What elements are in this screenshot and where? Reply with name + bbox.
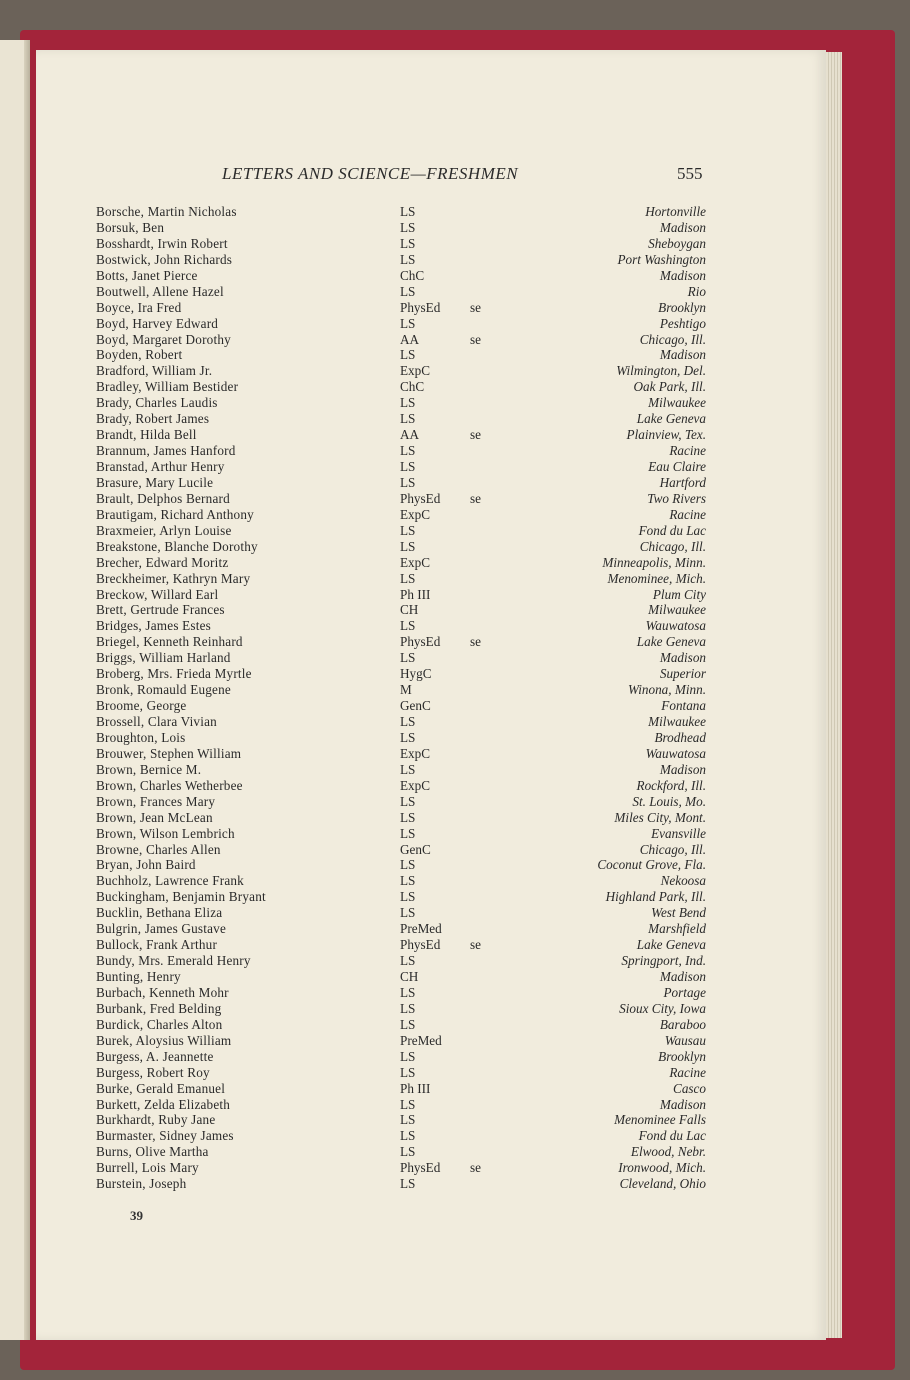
- student-name: Burgess, A. Jeannette: [96, 1048, 214, 1064]
- list-item: [36, 953, 826, 969]
- hometown: Chicago, Ill.: [639, 331, 706, 347]
- list-item: [36, 602, 826, 618]
- course-code: AA: [400, 331, 420, 347]
- hometown: Springport, Ind.: [621, 953, 706, 969]
- hometown: Fond du Lac: [638, 522, 706, 538]
- course-code: LS: [400, 650, 416, 666]
- course-code: LS: [400, 1000, 416, 1016]
- student-name: Bostwick, John Richards: [96, 251, 233, 267]
- hometown: Coconut Grove, Fla.: [597, 857, 706, 873]
- list-item: [36, 1097, 826, 1113]
- student-name: Bryan, John Baird: [96, 857, 196, 873]
- list-item: [36, 300, 826, 316]
- student-name: Briggs, William Harland: [96, 650, 231, 666]
- list-item: [36, 411, 826, 427]
- course-code: LS: [400, 1016, 416, 1032]
- student-name: Breckheimer, Kathryn Mary: [96, 570, 251, 586]
- hometown: Plainview, Tex.: [626, 427, 706, 443]
- list-item: [36, 937, 826, 953]
- header-title: LETTERS AND SCIENCE—FRESHMEN: [222, 164, 519, 183]
- student-name: Broberg, Mrs. Frieda Myrtle: [96, 666, 252, 682]
- course-code: LS: [400, 411, 416, 427]
- course-code: PhysEd: [400, 634, 441, 650]
- student-name: Burdick, Charles Alton: [96, 1016, 223, 1032]
- list-item: [36, 1128, 826, 1144]
- course-code: LS: [400, 714, 416, 729]
- course-code: GenC: [400, 698, 431, 714]
- book-page: [36, 50, 826, 1340]
- student-name: Brown, Wilson Lembrich: [96, 825, 235, 841]
- hometown: Peshtigo: [659, 315, 706, 331]
- hometown: Superior: [659, 666, 706, 682]
- hometown: Wilmington, Del.: [616, 363, 706, 379]
- list-item: [36, 1112, 826, 1128]
- list-item: [36, 1176, 826, 1192]
- list-item: [36, 666, 826, 682]
- list-item: [36, 204, 826, 220]
- hometown: Eau Claire: [648, 459, 706, 474]
- hometown: Winona, Minn.: [627, 682, 706, 698]
- course-code: LS: [400, 1096, 416, 1112]
- hometown: Hortonville: [645, 204, 706, 219]
- course-code: LS: [400, 729, 416, 745]
- list-item: [36, 618, 826, 634]
- student-name: Brautigam, Richard Anthony: [96, 506, 254, 522]
- list-item: [36, 284, 826, 300]
- list-item: [36, 810, 826, 826]
- student-name: Buchholz, Lawrence Frank: [96, 873, 244, 889]
- hometown: Fontana: [661, 698, 706, 714]
- hometown: Wauwatosa: [645, 618, 706, 634]
- course-code: CH: [400, 602, 419, 618]
- list-item: [36, 491, 826, 507]
- list-item: [36, 857, 826, 873]
- hometown: Brooklyn: [658, 299, 706, 315]
- session-note: se: [470, 299, 481, 315]
- student-name: Bronk, Romauld Eugene: [96, 682, 231, 698]
- list-item: [36, 523, 826, 539]
- student-name: Breakstone, Blanche Dorothy: [96, 538, 258, 554]
- hometown: Menominee, Mich.: [607, 570, 706, 586]
- hometown: Lake Geneva: [636, 411, 706, 427]
- course-code: PreMed: [400, 921, 442, 937]
- list-item: [36, 762, 826, 778]
- course-code: LS: [400, 984, 416, 1000]
- list-item: [36, 443, 826, 459]
- hometown: Madison: [659, 969, 706, 984]
- page-number: 555: [677, 164, 703, 183]
- list-item: [36, 1144, 826, 1160]
- course-code: ExpC: [400, 506, 431, 522]
- hometown: Milwaukee: [648, 602, 706, 618]
- student-name: Brandt, Hilda Bell: [96, 427, 197, 443]
- hometown: Rockford, Ill.: [636, 777, 706, 793]
- course-code: ExpC: [400, 745, 431, 761]
- course-code: PhysEd: [400, 1160, 441, 1176]
- list-item: [36, 252, 826, 268]
- student-name: Bulgrin, James Gustave: [96, 921, 227, 937]
- hometown: Miles City, Mont.: [614, 809, 706, 825]
- hometown: Oak Park, Ill.: [633, 379, 706, 395]
- hometown: St. Louis, Mo.: [632, 793, 706, 809]
- student-name: Brown, Jean McLean: [96, 809, 213, 825]
- course-code: LS: [400, 793, 416, 809]
- course-code: M: [400, 682, 412, 698]
- student-name: Burmaster, Sidney James: [96, 1128, 234, 1144]
- student-name: Brault, Delphos Bernard: [96, 490, 230, 506]
- student-name: Burkhardt, Ruby Jane: [96, 1112, 216, 1128]
- list-item: [36, 921, 826, 937]
- course-code: PhysEd: [400, 299, 441, 315]
- session-note: se: [470, 427, 481, 443]
- student-name: Bradford, William Jr.: [96, 363, 213, 379]
- student-name: Brouwer, Stephen William: [96, 745, 242, 761]
- student-name: Brett, Gertrude Frances: [96, 602, 225, 618]
- list-item: [36, 1081, 826, 1097]
- list-item: [36, 905, 826, 921]
- course-code: LS: [400, 1064, 416, 1080]
- list-item: [36, 555, 826, 571]
- hometown: Fond du Lac: [638, 1128, 706, 1144]
- list-item: [36, 507, 826, 523]
- hometown: Cleveland, Ohio: [619, 1176, 706, 1192]
- course-code: LS: [400, 474, 416, 490]
- hometown: Racine: [669, 1064, 706, 1080]
- student-name: Brossell, Clara Vivian: [96, 714, 217, 729]
- list-item: [36, 587, 826, 603]
- hometown: Highland Park, Ill.: [605, 889, 706, 905]
- student-name: Burek, Aloysius William: [96, 1032, 232, 1048]
- student-name: Breckow, Willard Earl: [96, 586, 219, 602]
- hometown: Ironwood, Mich.: [618, 1160, 706, 1176]
- student-list: [36, 204, 826, 1192]
- student-name: Boyd, Harvey Edward: [96, 315, 219, 331]
- list-item: [36, 730, 826, 746]
- student-name: Brannum, James Hanford: [96, 443, 236, 459]
- hometown: Racine: [669, 506, 706, 522]
- student-name: Bridges, James Estes: [96, 618, 211, 634]
- student-name: Burbank, Fred Belding: [96, 1000, 222, 1016]
- course-code: LS: [400, 522, 416, 538]
- student-name: Brecher, Edward Moritz: [96, 554, 229, 570]
- student-name: Braxmeier, Arlyn Louise: [96, 522, 232, 538]
- session-note: se: [470, 490, 481, 506]
- course-code: LS: [400, 538, 416, 554]
- student-name: Boyd, Margaret Dorothy: [96, 331, 231, 347]
- course-code: LS: [400, 315, 416, 331]
- left-page-edge: [0, 40, 30, 1340]
- course-code: LS: [400, 1176, 416, 1192]
- student-name: Borsuk, Ben: [96, 219, 165, 235]
- hometown: Portage: [663, 984, 706, 1000]
- session-note: se: [470, 331, 481, 347]
- list-item: [36, 268, 826, 284]
- hometown: West Bend: [651, 905, 706, 921]
- page-stack-edge: [826, 52, 842, 1338]
- list-item: [36, 873, 826, 889]
- course-code: LS: [400, 1048, 416, 1064]
- list-item: [36, 698, 826, 714]
- list-item: [36, 1033, 826, 1049]
- student-name: Bundy, Mrs. Emerald Henry: [96, 953, 251, 969]
- student-name: Boyden, Robert: [96, 347, 183, 363]
- student-name: Burrell, Lois Mary: [96, 1160, 199, 1176]
- hometown: Two Rivers: [647, 490, 706, 506]
- list-item: [36, 889, 826, 905]
- course-code: HygC: [400, 666, 432, 682]
- list-item: [36, 1049, 826, 1065]
- course-code: AA: [400, 427, 420, 443]
- student-name: Borsche, Martin Nicholas: [96, 204, 237, 219]
- course-code: LS: [400, 443, 416, 459]
- course-code: LS: [400, 1128, 416, 1144]
- course-code: LS: [400, 459, 416, 474]
- student-name: Buckingham, Benjamin Bryant: [96, 889, 266, 905]
- session-note: se: [470, 634, 481, 650]
- course-code: CH: [400, 969, 419, 984]
- student-name: Botts, Janet Pierce: [96, 267, 198, 283]
- hometown: Nekoosa: [660, 873, 706, 889]
- student-name: Brown, Frances Mary: [96, 793, 216, 809]
- list-item: [36, 347, 826, 363]
- list-item: [36, 427, 826, 443]
- hometown: Sheboygan: [648, 235, 706, 251]
- hometown: Madison: [659, 219, 706, 235]
- student-name: Brown, Charles Wetherbee: [96, 777, 243, 793]
- student-name: Boyce, Ira Fred: [96, 299, 182, 315]
- list-item: [36, 746, 826, 762]
- hometown: Chicago, Ill.: [639, 841, 706, 857]
- hometown: Hartford: [659, 474, 706, 490]
- list-item: [36, 1017, 826, 1033]
- list-item: [36, 220, 826, 236]
- list-item: [36, 682, 826, 698]
- student-name: Branstad, Arthur Henry: [96, 459, 225, 474]
- course-code: LS: [400, 570, 416, 586]
- list-item: [36, 969, 826, 985]
- student-name: Boutwell, Allene Hazel: [96, 283, 224, 299]
- hometown: Wausau: [664, 1032, 706, 1048]
- student-name: Burstein, Joseph: [96, 1176, 187, 1192]
- list-item: [36, 316, 826, 332]
- list-item: [36, 571, 826, 587]
- student-name: Brady, Robert James: [96, 411, 210, 427]
- course-code: LS: [400, 219, 416, 235]
- student-name: Brasure, Mary Lucile: [96, 474, 214, 490]
- student-name: Bosshardt, Irwin Robert: [96, 235, 228, 251]
- session-note: se: [470, 937, 481, 953]
- student-name: Bradley, William Bestider: [96, 379, 239, 395]
- list-item: [36, 1001, 826, 1017]
- course-code: PreMed: [400, 1032, 442, 1048]
- hometown: Milwaukee: [648, 714, 706, 729]
- hometown: Madison: [659, 650, 706, 666]
- course-code: LS: [400, 283, 416, 299]
- student-name: Burbach, Kenneth Mohr: [96, 984, 229, 1000]
- course-code: LS: [400, 251, 416, 267]
- left-page-gutter: [24, 40, 30, 1340]
- hometown: Lake Geneva: [636, 634, 706, 650]
- list-item: [36, 778, 826, 794]
- student-name: Briegel, Kenneth Reinhard: [96, 634, 243, 650]
- hometown: Lake Geneva: [636, 937, 706, 953]
- hometown: Rio: [687, 283, 706, 299]
- list-item: [36, 475, 826, 491]
- hometown: Plum City: [652, 586, 706, 602]
- course-code: LS: [400, 1112, 416, 1128]
- course-code: LS: [400, 905, 416, 921]
- course-code: LS: [400, 889, 416, 905]
- list-item: [36, 826, 826, 842]
- course-code: LS: [400, 761, 416, 777]
- course-code: PhysEd: [400, 937, 441, 953]
- course-code: ChC: [400, 267, 425, 283]
- student-name: Brady, Charles Laudis: [96, 395, 218, 411]
- student-name: Browne, Charles Allen: [96, 841, 221, 857]
- list-item: [36, 794, 826, 810]
- course-code: ExpC: [400, 554, 431, 570]
- course-code: ExpC: [400, 777, 431, 793]
- course-code: LS: [400, 618, 416, 634]
- hometown: Minneapolis, Minn.: [602, 554, 706, 570]
- student-name: Brown, Bernice M.: [96, 761, 202, 777]
- student-name: Burkett, Zelda Elizabeth: [96, 1096, 231, 1112]
- hometown: Madison: [659, 347, 706, 363]
- list-item: [36, 714, 826, 730]
- list-item: [36, 332, 826, 348]
- hometown: Marshfield: [648, 921, 706, 937]
- list-item: [36, 1160, 826, 1176]
- course-code: LS: [400, 809, 416, 825]
- student-name: Broome, George: [96, 698, 187, 714]
- course-code: LS: [400, 825, 416, 841]
- hometown: Racine: [669, 443, 706, 459]
- student-name: Burke, Gerald Emanuel: [96, 1080, 226, 1096]
- hometown: Port Washington: [617, 251, 706, 267]
- hometown: Menominee Falls: [614, 1112, 706, 1128]
- hometown: Milwaukee: [648, 395, 706, 411]
- list-item: [36, 459, 826, 475]
- course-code: Ph III: [400, 1080, 431, 1096]
- student-name: Burgess, Robert Roy: [96, 1064, 210, 1080]
- session-note: se: [470, 1160, 481, 1176]
- list-item: [36, 650, 826, 666]
- hometown: Baraboo: [659, 1016, 706, 1032]
- list-item: [36, 363, 826, 379]
- course-code: ExpC: [400, 363, 431, 379]
- running-header: [36, 164, 826, 186]
- course-code: LS: [400, 873, 416, 889]
- list-item: [36, 379, 826, 395]
- list-item: [36, 395, 826, 411]
- course-code: LS: [400, 347, 416, 363]
- course-code: LS: [400, 235, 416, 251]
- signature-folio: 39: [130, 1208, 143, 1223]
- course-code: GenC: [400, 841, 431, 857]
- hometown: Madison: [659, 267, 706, 283]
- hometown: Madison: [659, 761, 706, 777]
- list-item: [36, 985, 826, 1001]
- student-name: Burns, Olive Martha: [96, 1144, 209, 1160]
- hometown: Chicago, Ill.: [639, 538, 706, 554]
- course-code: LS: [400, 953, 416, 969]
- course-code: Ph III: [400, 586, 431, 602]
- hometown: Brooklyn: [658, 1048, 706, 1064]
- hometown: Madison: [659, 1096, 706, 1112]
- course-code: LS: [400, 1144, 416, 1160]
- list-item: [36, 842, 826, 858]
- list-item: [36, 236, 826, 252]
- hometown: Brodhead: [654, 729, 706, 745]
- hometown: Sioux City, Iowa: [619, 1000, 706, 1016]
- student-name: Bullock, Frank Arthur: [96, 937, 218, 953]
- course-code: ChC: [400, 379, 425, 395]
- hometown: Casco: [673, 1080, 706, 1096]
- student-name: Bunting, Henry: [96, 969, 181, 984]
- course-code: LS: [400, 857, 416, 873]
- list-item: [36, 539, 826, 555]
- hometown: Wauwatosa: [645, 745, 706, 761]
- hometown: Elwood, Nebr.: [630, 1144, 706, 1160]
- course-code: LS: [400, 395, 416, 411]
- list-item: [36, 1065, 826, 1081]
- list-item: [36, 634, 826, 650]
- student-name: Bucklin, Bethana Eliza: [96, 905, 223, 921]
- hometown: Evansville: [651, 825, 706, 841]
- course-code: LS: [400, 204, 416, 219]
- student-name: Broughton, Lois: [96, 729, 186, 745]
- course-code: PhysEd: [400, 490, 441, 506]
